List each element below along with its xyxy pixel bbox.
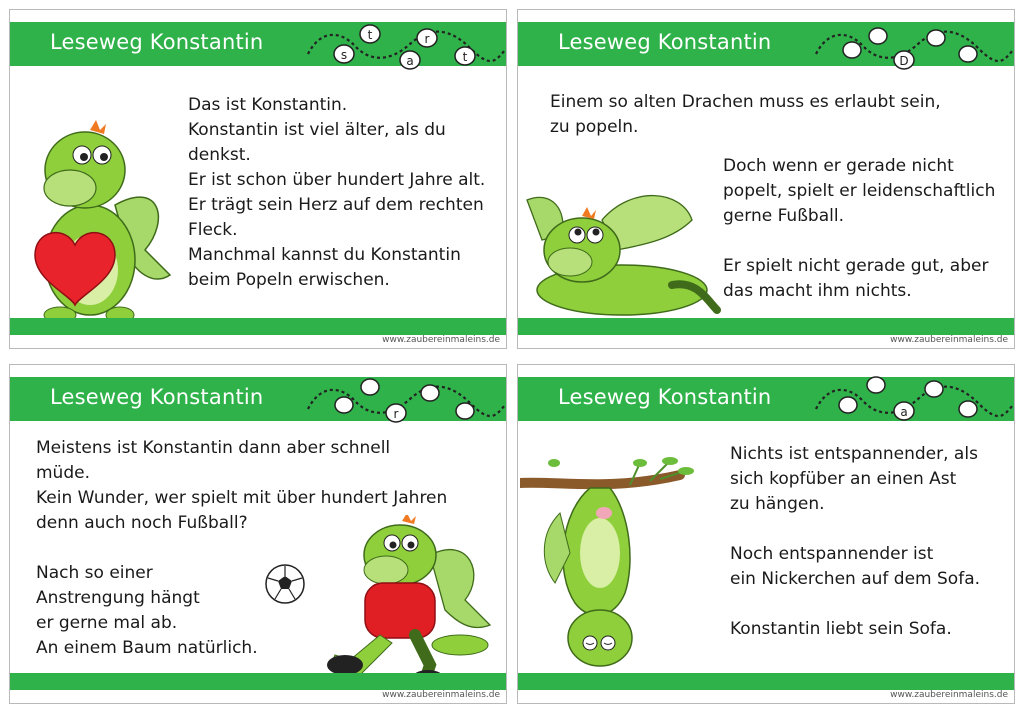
story-card-3 <box>9 364 507 704</box>
vine-letter: a <box>406 54 414 68</box>
footprint-icon <box>959 401 977 417</box>
footprint-icon <box>839 397 857 413</box>
text-line: Er trägt sein Herz auf dem rechten <box>188 195 484 215</box>
card-title: Leseweg Konstantin <box>50 385 264 409</box>
text-line: Fleck. <box>188 220 238 240</box>
card-text <box>730 442 980 642</box>
text-line: popelt, spielt er leidenschaftlich <box>723 181 996 201</box>
text-line: Kein Wunder, wer spielt mit über hundert Jahren <box>36 488 448 508</box>
vine-letter: D <box>899 54 909 68</box>
footprint-icon <box>843 42 861 58</box>
website-url: www.zaubereinmaleins.de <box>890 335 1008 345</box>
text-line: Meistens ist Konstantin dann aber schnell <box>36 438 391 458</box>
relaxing-dragon-illustration <box>522 180 722 320</box>
story-card-4 <box>517 364 1015 704</box>
footprint-icon <box>335 397 353 413</box>
text-line: zu popeln. <box>550 117 639 137</box>
vine-letter: t <box>462 50 468 64</box>
website-url: www.zaubereinmaleins.de <box>382 335 500 345</box>
card-title: Leseweg Konstantin <box>558 30 772 54</box>
vine-decoration <box>300 10 507 74</box>
text-line: zu hängen. <box>730 494 825 514</box>
text-line: Einem so alten Drachen muss es erlaubt sein, <box>550 92 941 112</box>
vine-letter: s <box>340 48 348 62</box>
card-text-right <box>723 154 995 304</box>
text-line: müde. <box>36 463 90 483</box>
vine-letter: r <box>424 32 430 46</box>
text-line: gerne Fußball. <box>723 206 844 226</box>
soccer-dragon-illustration <box>320 515 505 685</box>
card-text-top <box>550 90 941 140</box>
card-footer <box>10 673 506 690</box>
text-line: Nichts ist entspannender, als <box>730 444 978 464</box>
text-line: er gerne mal ab. <box>36 613 178 633</box>
footprint-icon <box>456 403 474 419</box>
text-line: Konstantin ist viel älter, als du <box>188 120 446 140</box>
card-title: Leseweg Konstantin <box>558 385 772 409</box>
soccer-ball-icon <box>264 563 306 605</box>
text-line: Manchmal kannst du Konstantin <box>188 245 461 265</box>
text-line: ein Nickerchen auf dem Sofa. <box>730 569 981 589</box>
text-line: denn auch noch Fußball? <box>36 513 248 533</box>
footprint-icon <box>867 377 885 393</box>
text-line: sich kopfüber an einen Ast <box>730 469 957 489</box>
text-line: Das ist Konstantin. <box>188 95 348 115</box>
card-footer <box>518 673 1014 690</box>
footprint-icon <box>421 385 439 401</box>
text-line: Konstantin liebt sein Sofa. <box>730 619 952 639</box>
footprint-icon <box>361 379 379 395</box>
vine-decoration <box>808 10 1015 74</box>
story-card-1 <box>9 9 507 349</box>
story-card-2 <box>517 9 1015 349</box>
footprint-icon <box>925 381 943 397</box>
text-line: Er ist schon über hundert Jahre alt. <box>188 170 486 190</box>
text-line: denkst. <box>188 145 251 165</box>
text-line: Doch wenn er gerade nicht <box>723 156 954 176</box>
text-line: beim Popeln erwischen. <box>188 270 390 290</box>
card-footer <box>518 318 1014 335</box>
text-line: Anstrengung hängt <box>36 588 200 608</box>
card-title: Leseweg Konstantin <box>50 30 264 54</box>
vine-letter: t <box>367 28 373 42</box>
dragon-with-heart-illustration <box>20 110 190 325</box>
footprint-icon <box>959 46 977 62</box>
vine-decoration <box>808 365 1015 429</box>
footprint-icon <box>869 28 887 44</box>
text-line: Noch entspannender ist <box>730 544 934 564</box>
text-line: Nach so einer <box>36 563 153 583</box>
card-footer <box>10 318 506 335</box>
website-url: www.zaubereinmaleins.de <box>890 690 1008 700</box>
text-line: das macht ihm nichts. <box>723 281 912 301</box>
hanging-dragon-illustration <box>520 453 700 671</box>
text-line: Er spielt nicht gerade gut, aber <box>723 256 989 276</box>
vine-letter: r <box>393 407 399 421</box>
vine-letter: a <box>900 405 908 419</box>
vine-decoration <box>300 365 507 429</box>
card-text <box>188 93 485 293</box>
text-line: An einem Baum natürlich. <box>36 638 258 658</box>
website-url: www.zaubereinmaleins.de <box>382 690 500 700</box>
footprint-icon <box>927 30 945 46</box>
